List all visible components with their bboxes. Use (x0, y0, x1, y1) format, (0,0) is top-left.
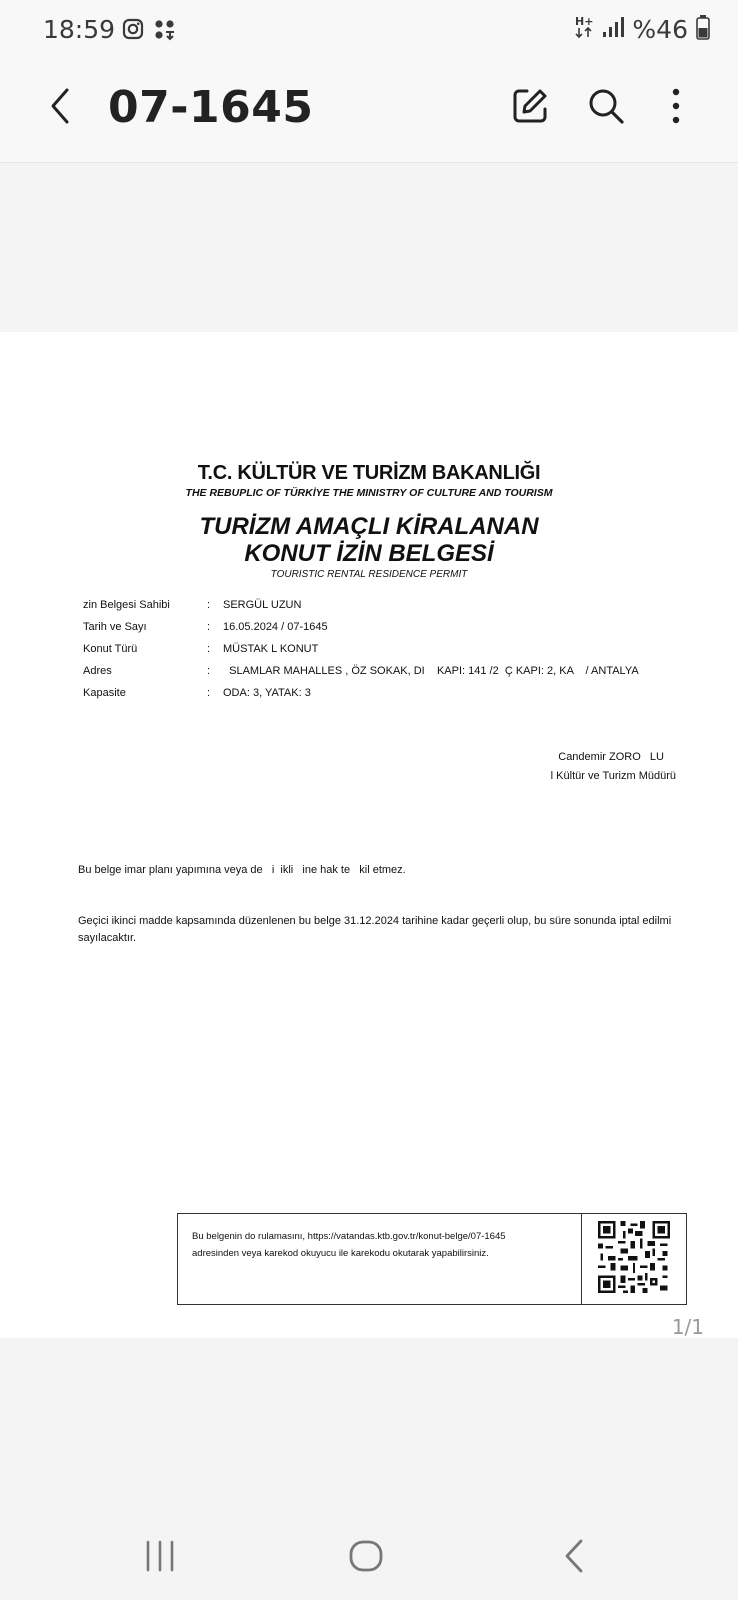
permit-title-line1: TURİZM AMAÇLI KİRALANAN (199, 513, 539, 540)
status-indicators (574, 14, 710, 45)
search-button[interactable] (582, 84, 630, 132)
info-value: SERGÜL UZUN (223, 599, 302, 611)
edit-icon (511, 87, 549, 130)
document-page[interactable] (0, 332, 738, 1338)
navigation-bar (0, 1510, 738, 1600)
info-label: Tarih ve Sayı (83, 621, 147, 633)
permit-title-en: TOURISTIC RENTAL RESIDENCE PERMIT (270, 569, 468, 580)
qr-code-icon (598, 1221, 670, 1298)
signer-title: l Kültür ve Turizm Müdürü (550, 770, 676, 782)
battery-percent: %46 (632, 15, 688, 44)
info-colon: : (207, 665, 211, 677)
document-notes (78, 828, 690, 981)
permit-title (0, 513, 738, 567)
back-chevron-icon (45, 86, 75, 131)
info-label: Adres (83, 665, 112, 677)
qr-code-cell (582, 1214, 686, 1304)
info-label: zin Belgesi Sahibi (83, 599, 170, 611)
verification-text (178, 1214, 582, 1304)
network-hplus-icon (574, 14, 594, 45)
home-icon (348, 1538, 384, 1579)
system-back-button[interactable] (544, 1536, 604, 1580)
info-row-holder (80, 594, 639, 616)
document-header (0, 462, 738, 580)
signer-name: Candemir ZORO LU (558, 751, 664, 763)
back-icon (562, 1538, 586, 1579)
info-row-type (80, 638, 639, 660)
info-colon: : (207, 643, 211, 655)
info-value: ODA: 3, YATAK: 3 (223, 687, 311, 699)
search-icon (587, 87, 625, 130)
back-button[interactable] (36, 84, 84, 132)
more-vertical-icon (670, 87, 682, 130)
apps-icon (153, 18, 177, 47)
info-label: Konut Türü (83, 643, 138, 655)
info-value: MÜSTAK L KONUT (223, 643, 319, 655)
permit-title-line2: KONUT İZİN BELGESİ (244, 540, 494, 567)
instagram-icon (122, 18, 144, 45)
verification-line: adresinden veya karekod okuyucu ile karekodu okutarak yapabilirsiniz. (192, 1248, 489, 1259)
info-row-date (80, 616, 639, 638)
permit-info-table (80, 594, 639, 704)
info-colon: : (207, 599, 211, 611)
info-label: Kapasite (83, 687, 126, 699)
info-colon: : (207, 621, 211, 633)
info-value: 16.05.2024 / 07-1645 (223, 621, 328, 633)
ministry-name-en: THE REBUPLIC OF TÜRKİYE THE MINISTRY OF CULTURE AND TOURISM (185, 487, 553, 499)
verification-line: Bu belgenin do rulamasını, https://vatandas.ktb.gov.tr/konut-belge/07-1645 (192, 1231, 506, 1242)
ministry-name-tr: T.C. KÜLTÜR VE TURİZM BAKANLIĞI (197, 462, 541, 484)
recent-apps-button[interactable] (130, 1536, 190, 1580)
page-indicator: 1/1 (671, 1315, 704, 1339)
info-row-address (80, 660, 639, 682)
note-line: Bu belge imar planı yapımına veya de i ikli ine hak te kil etmez. (78, 864, 406, 876)
more-options-button[interactable] (652, 84, 700, 132)
info-row-capacity (80, 682, 639, 704)
status-bar (0, 0, 738, 60)
status-time: 18:59 (43, 15, 116, 44)
svg-text:H+: H+ (575, 15, 594, 28)
document-title: 07-1645 (108, 82, 314, 133)
signature-block (551, 748, 676, 786)
info-colon: : (207, 687, 211, 699)
recent-apps-icon (143, 1539, 177, 1578)
note-line: Geçici ikinci madde kapsamında düzenlenen bu belge 31.12.2024 tarihine kadar geçerli olup, bu süre sonunda iptal edilmi sayılacaktır. (78, 915, 681, 944)
battery-icon (696, 14, 710, 45)
verification-box (177, 1213, 687, 1305)
home-button[interactable] (336, 1536, 396, 1580)
signal-icon (602, 15, 624, 44)
info-value: SLAMLAR MAHALLES , ÖZ SOKAK, DI KAPI: 141 /2 Ç KAPI: 2, KA / ANTALYA (223, 665, 639, 677)
app-bar (0, 60, 738, 163)
edit-button[interactable] (506, 84, 554, 132)
